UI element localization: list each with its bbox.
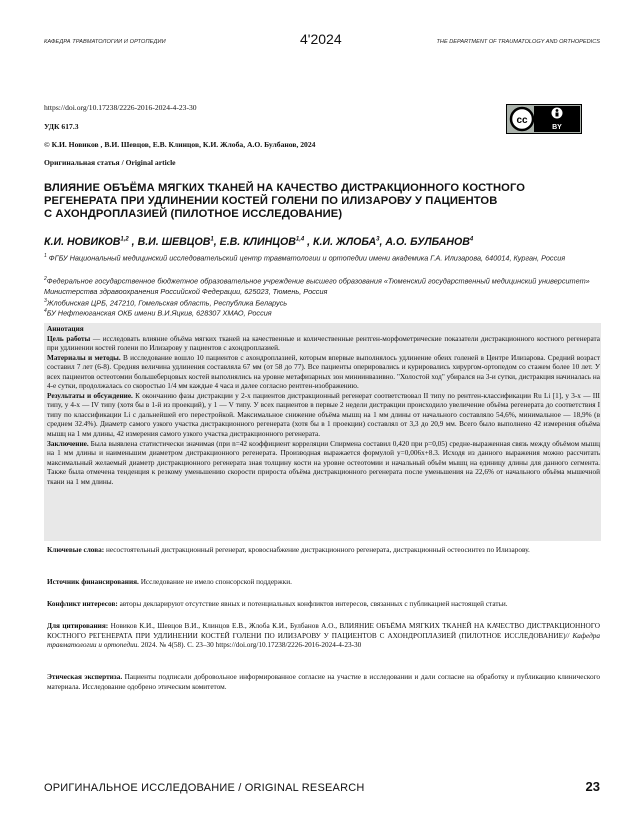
abstract-text: Аннотация Цель работы — исследовать влияние объёма мягких тканей на качественные и количественные рентген-морфометрические показатели дистракционного костного регенерата при удлинении костей голени по Илизарову у пациентов с ахондроплазией. Материалы и методы. В исследование вошло 10 пациентов с ахондроплазией, которым впервые выполнялось удлинение обеих голеней в Центре Илизарова. Средний возраст составил 7 лет (6-8). Средняя величина удлинения составляла 67 мм (от 58 до 77). Все пациенты оперировались и курировались хирургом-ортопедом со стажем более 10 лет. У всех пациентов остеотомии большеберцовых костей выполнялись на уровне метафизарных зон миниинвазивно. "Холостой ход" убирался на 3-и сутки, дистракция начиналась на 4-е сутки, продолжалась со скоростью 1/4 мм каждые 4 часа и далее согласно рентген-изображению. Результаты и обсуждение. К окончанию фазы дистракции у 2-х пациентов дистракционный регенерат соответствовал II типу по рентген-классификации Ru Li [1], у 3-х — III типу, у 4-х — IV типу (хотя бы в 1-й из проекций), у 1 — V типу. У всех пациентов в первые 2 недели дистракции происходило увеличение объёма регенерата до соответствия I типу по классификации Li с дальнейшей его перестройкой. Максимальное снижение объёма мышц на 1 мм длины от начального составляло 54,6%, минимальное — 18,9% (в среднем 32.4%). Диаметр самого узкого участка дистракционного регенерата (хотя бы в 1 проекции) составлял от 3,3 до 20,9 мм. Всего было выполнено 42 измерения объёма мышц на 1 мм длины, 42 измерения самого узкого участка дистракционного регенерата. Заключение. Была выявлена статистически значимая (при n=42 коэффициент корреляции Спирмена составил 0,420 при p=0,05) средне-выраженная связь между объёмом мышц на 1 мм длины и наименьшим диаметром дистракционного регенерата. Производная выражается формулой y=0,006x+8.3. Исходя из данного выражения можно рассчитать максимальный желаемый диаметр дистракционного регенерата зная толщину кости на уровне остеотомии и начальный объём мышц на единицу длины для данного сегмента. Также была отмечена тенденция к резкому уменьшению скорости прироста объёма дистракционного регенерата после уменьшения на 22,6% от начального объёма мышечной ткани на 1 мм длины. <box>47 325 601 486</box>
author-name: К.И. НОВИКОВ <box>44 236 121 248</box>
running-header-right: THE DEPARTMENT OF TRAUMATOLOGY AND ORTHOPEDICS <box>436 39 600 45</box>
affiliation: $^3$Жлобинская ЦРБ, 247210, Гомельская область, Республика Беларусь <box>44 298 288 308</box>
ethics-statement: Этическая экспертиза. Пациенты подписали добровольное информированное согласие на участие в исследовании и дали согласие на обработку и публикацию клинического материала. Исследование одобрено этическим комитетом. <box>47 673 601 691</box>
by-label: BY <box>552 124 562 131</box>
page-number: 23 <box>585 779 600 794</box>
affiliation: $^4$БУ Нефтеюганская ОКБ имени В.И.Яцкив, 628307 ХМАО, Россия <box>44 308 272 318</box>
funding: Источник финансирования. Исследование не имело спонсорской поддержки. <box>47 578 292 586</box>
author-name: В.И. ШЕВЦОВ <box>137 236 211 248</box>
article-title <box>44 182 604 221</box>
title-line: С АХОНДРОПЛАЗИЕЙ (ПИЛОТНОЕ ИССЛЕДОВАНИЕ) <box>44 208 343 220</box>
affiliation: $^1$ ФГБУ Национальный медицинский исследовательский центр травматологии и ортопедии имени академика Г.А. Илизарова, 640014, Курган, Россия <box>44 253 566 263</box>
author-list: К.И. НОВИКОВ$^{1,2}$ , В.И. ШЕВЦОВ$^1$, Е.В. КЛИНЦОВ$^{1,4}$ , К.И. ЖЛОБА$^3$, А.О. БУЛБАНОВ$^4$ <box>44 236 474 248</box>
running-header-left: КАФЕДРА ТРАВМАТОЛОГИИ И ОРТОПЕДИИ <box>44 39 166 45</box>
cc-label: cc <box>516 115 528 126</box>
article-type: Оригинальная статья / Original article <box>44 158 176 167</box>
author-name: К.И. ЖЛОБА <box>313 236 377 248</box>
citation: Для цитирования: Новиков К.И., Шевцов В.И., Клинцов Е.В., Жлоба К.И., Булбанов А.О., ВЛИЯНИЕ ОБЪЁМА МЯГКИХ ТКАНЕЙ НА КАЧЕСТВО ДИСТРАКЦИОННОГО КОСТНОГО РЕГЕНЕРАТА ПРИ УДЛИНЕНИИ КОСТЕЙ ГОЛЕНИ ПО ИЛИЗАРОВУ У ПАЦИЕНТОВ С АХОНДРОПЛАЗИЕЙ (ПИЛОТНОЕ ИССЛЕДОВАНИЕ)// Кафедра травматологии и ортопедии. 2024. № 4(58). С. 23–30 https://doi.org/10.17238/2226-2016-2024-4-23-30 <box>47 622 600 650</box>
title-line: РЕГЕНЕРАТА ПРИ УДЛИНЕНИИ КОСТЕЙ ГОЛЕНИ ПО ИЛИЗАРОВУ У ПАЦИЕНТОВ <box>44 195 498 207</box>
issue-number: 4'2024 <box>300 31 342 47</box>
conflict-of-interest: Конфликт интересов: авторы декларируют отсутствие явных и потенциальных конфликтов интересов, связанных с публикацией настоящей статьи. <box>47 600 508 608</box>
author-name: Е.В. КЛИНЦОВ <box>219 236 296 248</box>
title-line: ВЛИЯНИЕ ОБЪЁМА МЯГКИХ ТКАНЕЙ НА КАЧЕСТВО ДИСТРАКЦИОННОГО КОСТНОГО <box>44 182 526 194</box>
footer-section-label: ОРИГИНАЛЬНОЕ ИССЛЕДОВАНИЕ / ORIGINAL RESEARCH <box>44 782 365 794</box>
udk-code: УДК 617.3 <box>44 122 79 131</box>
affiliation: $^2$Федеральное государственное бюджетное образовательное учреждение высшего образования «Тюменский государственный медицинский университет» Министерства здравоохранения Российской Федерации, 625023, Тюмень, Россия <box>44 276 590 296</box>
doi-link[interactable]: https://doi.org/10.17238/2226-2016-2024-4-23-30 <box>44 103 197 112</box>
cc-by-license-icon[interactable] <box>506 104 582 134</box>
keywords: Ключевые слова: несостоятельный дистракционный регенерат, кровоснабжение дистракционного регенерата, дистракционный остеосинтез по Илизарову. <box>47 546 530 554</box>
abstract-heading: Аннотация <box>47 325 84 333</box>
copyright-line: © К.И. Новиков , В.И. Шевцов, Е.В. Клинцов, К.И. Жлоба, А.О. Булбанов, 2024 <box>44 140 316 149</box>
author-name: А.О. БУЛБАНОВ <box>385 236 470 248</box>
